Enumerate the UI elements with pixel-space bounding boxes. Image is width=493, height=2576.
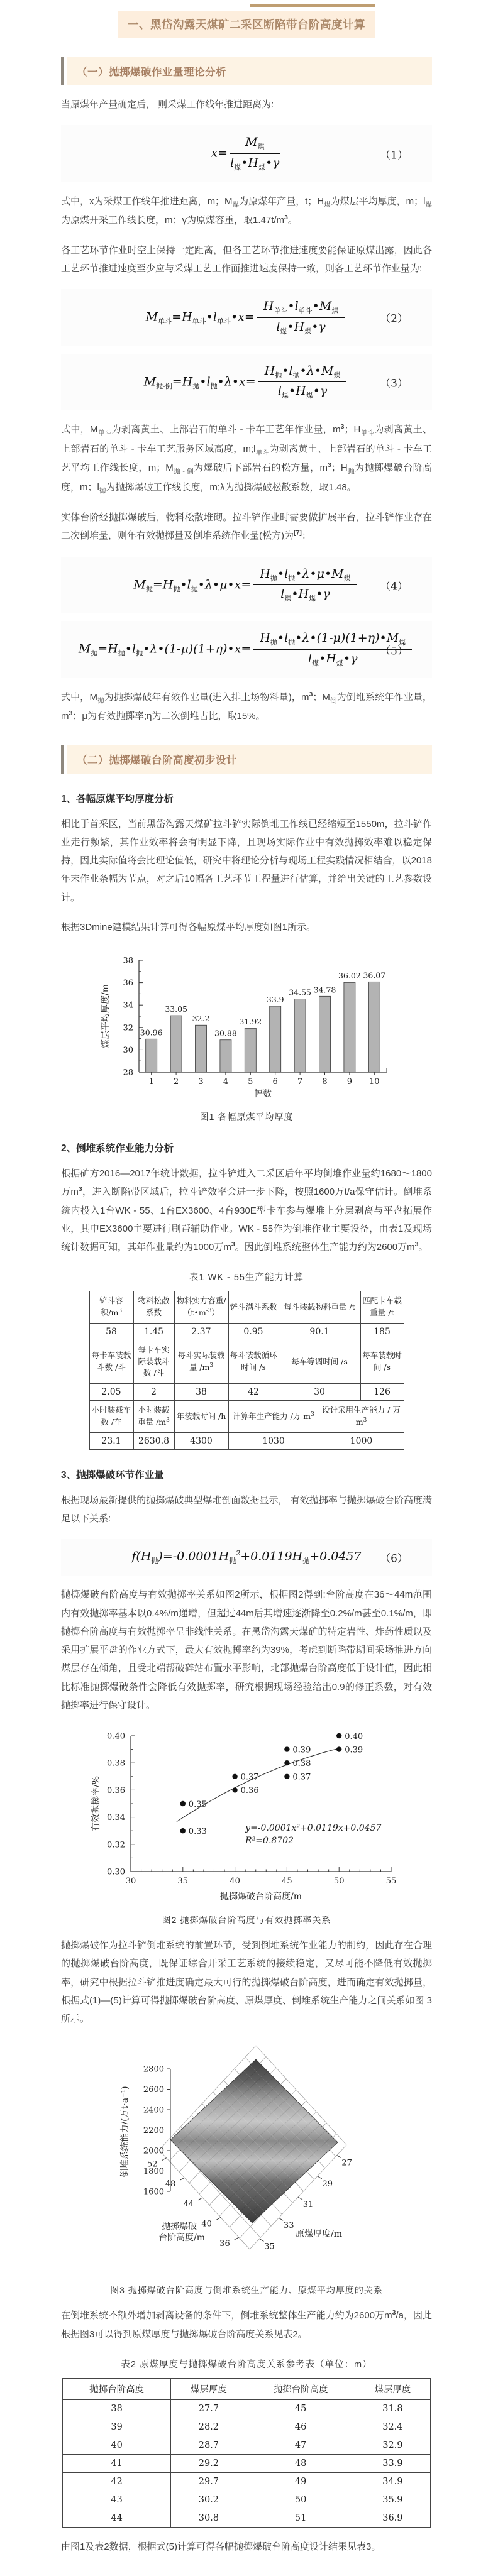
bar — [344, 982, 355, 1072]
svg-text:0.40: 0.40 — [345, 1732, 363, 1742]
table-cell: 47 — [246, 2436, 355, 2454]
svg-text:2600: 2600 — [143, 2085, 164, 2095]
table-row — [63, 2509, 431, 2527]
surface-chart-capacity — [111, 2041, 382, 2274]
paragraph: 在倒堆系统不额外增加剥离设备的条件下，倒堆系统整体生产能力约为2600万$m^3/a$，因此根据图3可以得到原煤厚度与抛掷爆破台阶高度关系见表2。 — [61, 2309, 432, 2340]
table-cell: 30.2 — [171, 2491, 246, 2509]
table-header-row — [63, 2378, 431, 2399]
svg-text:5: 5 — [248, 1077, 253, 1087]
paragraph: 当原煤年产量确定后， 则采煤工作线年推进距离为: — [61, 99, 274, 110]
svg-text:28: 28 — [123, 1068, 133, 1078]
svg-text:55: 55 — [385, 1877, 397, 1887]
table-header-cell: 小时装载重量 $/m^3$ — [133, 1401, 174, 1433]
bar — [294, 999, 306, 1072]
svg-text:36.02: 36.02 — [338, 971, 361, 981]
section-heading-label: （一）抛掷爆破作业量理论分析 — [67, 57, 432, 85]
bar-chart-coal-thickness — [99, 949, 394, 1101]
svg-text:38: 38 — [123, 956, 133, 966]
bar — [368, 982, 380, 1072]
table-cell: 44 — [63, 2509, 171, 2527]
svg-text:0.40: 0.40 — [107, 1731, 125, 1741]
svg-text:36: 36 — [219, 2239, 230, 2249]
section-heading-bar — [61, 745, 64, 774]
table-header-cell: 抛掷台阶高度 — [63, 2378, 171, 2399]
table-cell: 2630.8 — [133, 1432, 174, 1449]
table-row — [89, 1291, 404, 1324]
equation-1 — [61, 125, 432, 182]
svg-text:1800: 1800 — [143, 2167, 164, 2177]
data-point — [232, 1774, 237, 1779]
table-row — [63, 2436, 431, 2454]
table-cell: 28.7 — [171, 2436, 246, 2454]
svg-text:0.33: 0.33 — [188, 1827, 207, 1837]
svg-text:33.9: 33.9 — [266, 995, 284, 1005]
svg-text:R²=0.8702: R²=0.8702 — [245, 1836, 294, 1846]
equation-5 — [61, 621, 432, 678]
table-header-cell: 每车等调时间 /s — [279, 1340, 360, 1383]
subsection-heading-2: 2、倒堆系统作业能力分析 — [61, 1143, 174, 1154]
figure-3-caption: 图3 抛掷爆破台阶高度与倒堆系统生产能力、原煤平均厚度的关系 — [110, 2285, 383, 2296]
bar — [319, 996, 331, 1072]
table-header-cell: 每斗实际装载量 $/m^3$ — [174, 1340, 228, 1383]
data-point — [336, 1733, 341, 1738]
svg-text:30.88: 30.88 — [214, 1028, 237, 1038]
paragraph: 抛掷爆破作为拉斗铲倒堆系统的前置环节，受到倒堆系统作业能力的制约，因此存在合理的抛掷爆破台阶高度，既保证综合开采工艺系统的接续稳定，又尽可能不降低有效抛掷率，研究中根据拉斗铲推进度确定最大可行的抛掷爆破台阶高度，进而确定有效抛掷量，根据式(1)—(5)计算可得抛掷爆破台阶高度、原煤厚度、倒堆系统生产能力之间关系如图 3 所示。 — [61, 1940, 432, 2025]
equation-3 — [61, 354, 432, 411]
table-cell: 2 — [133, 1384, 174, 1401]
table-header-cell: 每卡车实际装载斗数 /斗 — [133, 1340, 174, 1383]
table-cell: 38 — [174, 1384, 228, 1401]
table-header-cell: 物料松散系数 — [133, 1291, 174, 1324]
data-point — [180, 1801, 186, 1806]
data-point — [284, 1774, 289, 1779]
bar — [196, 1025, 207, 1072]
table-cell: 42 — [228, 1384, 279, 1401]
svg-text:煤层平均厚度/m: 煤层平均厚度/m — [101, 984, 111, 1049]
table-cell: 28.2 — [171, 2418, 246, 2436]
section-heading-bar — [61, 57, 64, 85]
table-header-cell: 物料实方容重$/(t•m^{-3})$ — [174, 1291, 228, 1324]
equation-6 — [61, 1539, 432, 1576]
page-title: 一、黑岱沟露天煤矿二采区断陷带台阶高度计算 — [118, 11, 375, 38]
table-cell: 2.05 — [89, 1384, 133, 1401]
table-cell: 2.37 — [174, 1323, 228, 1340]
bar — [245, 1028, 256, 1072]
table-row — [89, 1323, 404, 1340]
table-cell: 30 — [279, 1384, 360, 1401]
table-row — [89, 1340, 404, 1383]
svg-text:33.05: 33.05 — [165, 1004, 187, 1014]
table-cell: 48 — [246, 2454, 355, 2472]
table-cell: 1.45 — [133, 1323, 174, 1340]
svg-text:3: 3 — [198, 1077, 204, 1087]
formula-expression: $f(H_抛)=-0.0001H_抛^2+0.0119H_抛+0.0457$ — [131, 1549, 362, 1565]
table-wk55-capacity — [89, 1291, 404, 1450]
svg-text:0.32: 0.32 — [107, 1840, 125, 1850]
svg-text:35: 35 — [177, 1877, 189, 1887]
table-cell: 90.1 — [279, 1323, 360, 1340]
surface-plot — [119, 2046, 352, 2251]
table-header-cell: 铲斗容积$/m^3$ — [89, 1291, 133, 1324]
paragraph: 抛掷爆破台阶高度与有效抛掷率关系如图2所示，根据图2得到:台阶高度在36～44m范围内有效抛掷率基本以0.4%/m递增，但超过44m后其增速逐渐降至0.2%/m甚至0.1%/m，即抛掷台阶高度与有效抛掷率呈非线性关系。在黑岱沟露天煤矿的特定岩性、炸药性质以及采用扩展平盘的作业方式下，最大有效抛掷率约为39%，考虑到断陷带期间采场推进方向煤层存在倾角，且受北端帮破碎站布置水平影响，北部抛爆台阶高度低于设计值，因此相比标准抛掷爆破条件会降低有效抛掷率，研究根据现场经验给出0.9的修正系数，对有效抛掷率进行保守设计。 — [61, 1589, 432, 1711]
table-header-cell: 铲斗满斗系数 — [228, 1291, 279, 1324]
formula-number: （1） — [380, 149, 408, 162]
data-point — [336, 1747, 341, 1752]
svg-text:0.38: 0.38 — [292, 1759, 311, 1769]
svg-text:2: 2 — [173, 1077, 179, 1087]
figure-2-caption: 图2 抛掷爆破台阶高度与有效抛掷率关系 — [162, 1915, 331, 1926]
svg-text:0.37: 0.37 — [240, 1772, 259, 1782]
equation-4 — [61, 557, 432, 614]
table-cell: 58 — [89, 1323, 133, 1340]
svg-text:48: 48 — [165, 2179, 176, 2190]
table-header-cell: 匹配卡车载重量 /t — [360, 1291, 404, 1324]
svg-text:倒堆系统能力/(万t·a⁻¹): 倒堆系统能力/(万t·a⁻¹) — [120, 2086, 130, 2178]
svg-text:34.78: 34.78 — [313, 985, 336, 995]
paragraph: 式中，$M_抛$为抛掷爆破年有效作业量(进入排土场物料量)，$m^3$；$M_倒$为倒堆系统年作业量，$m^3$；μ为有效抛掷率;η为二次倒堆占比，取15%。 — [61, 690, 432, 722]
table-cell: 1000 — [319, 1432, 404, 1449]
svg-text:抛掷爆破: 抛掷爆破 — [162, 2222, 197, 2232]
svg-text:0.37: 0.37 — [292, 1772, 311, 1782]
svg-text:9: 9 — [346, 1077, 353, 1087]
svg-text:32.2: 32.2 — [192, 1014, 210, 1024]
svg-text:30.96: 30.96 — [140, 1028, 163, 1038]
table-cell: 43 — [63, 2491, 171, 2509]
table-cell: 31.8 — [355, 2399, 430, 2418]
table-cell: 50 — [246, 2491, 355, 2509]
scatter-chart-throw-rate — [89, 1727, 404, 1904]
table-header-cell: 每车装载时间 /s — [360, 1340, 404, 1383]
table-cell: 0.95 — [228, 1323, 279, 1340]
table-header-cell: 计算年生产能力 /万 $m^3$ — [228, 1401, 319, 1433]
formula-expression: $M_{单斗}=H_{单斗}•l_{单斗}•x=$ $\frac{H_{单斗}•l_{单斗}•M_煤}{l_煤•H_煤•\gamma}$ — [146, 299, 348, 336]
table-header-cell: 煤层厚度 — [355, 2378, 430, 2399]
subsection-heading-1: 1、各幅原煤平均厚度分析 — [61, 793, 174, 804]
table-cell: 126 — [360, 1384, 404, 1401]
bar — [170, 1016, 182, 1072]
svg-text:0.35: 0.35 — [188, 1800, 207, 1810]
svg-text:29: 29 — [322, 2179, 333, 2190]
table-header-cell: 年装载时间 /h — [174, 1401, 228, 1433]
formula-expression: $M_{抛-倒}=H_抛•l_抛•\lambda•x=$ $\frac{H_抛•l_抛•\lambda•M_煤}{l_煤•H_煤•\gamma}$ — [144, 364, 350, 401]
formula-expression: $M_抛=H_抛•l_抛•\lambda•(1-\mu)(1+\eta)•x=$ $\frac{H_抛•l_抛•\lambda•(1-\mu)(1+\eta)•M_煤}{l_煤•H_煤•\gamma}$ — [79, 631, 414, 668]
table-cell: 46 — [246, 2418, 355, 2436]
table-cell: 41 — [63, 2454, 171, 2472]
formula-number: （2） — [380, 312, 408, 326]
formula-number: （5） — [380, 645, 408, 658]
table-cell: 29.2 — [171, 2454, 246, 2472]
data-point — [232, 1787, 237, 1792]
formula-expression: x= $\frac{M_煤}{l_煤•H_煤•\gamma}$ — [211, 135, 280, 172]
svg-text:36.07: 36.07 — [363, 970, 386, 980]
formula-number: （4） — [380, 580, 408, 593]
table-cell: 35.9 — [355, 2491, 430, 2509]
table-cell: 45 — [246, 2399, 355, 2418]
section-heading-1 — [61, 57, 432, 85]
svg-text:2800: 2800 — [143, 2064, 164, 2075]
paragraph: 各工艺环节作业时空上保持一定距离，但各工艺环节推进速度要能保证原煤出露，因此各工艺环节推进速度至少应与采煤工艺工作面推进速度保持一致，则各工艺环节作业量为: — [61, 244, 432, 274]
table-cell: 27.7 — [171, 2399, 246, 2418]
data-point — [284, 1760, 289, 1765]
paragraph: 实体台阶经抛掷爆破后，物料松散堆砌。拉斗铲作业时需要做扩展平台，拉斗铲作业存在二次倒堆量，则年有效抛掷量及倒堆系统作业量(松方)为[7]： — [61, 512, 432, 542]
table-cell: 185 — [360, 1323, 404, 1340]
table-row — [63, 2418, 431, 2436]
table-row — [63, 2472, 431, 2491]
svg-text:44: 44 — [183, 2200, 194, 2210]
svg-text:y=-0.0001x²+0.0119x+0.0457: y=-0.0001x²+0.0119x+0.0457 — [245, 1823, 382, 1834]
table-cell: 29.7 — [171, 2472, 246, 2491]
svg-text:抛掷爆破台阶高度/m: 抛掷爆破台阶高度/m — [220, 1892, 302, 1902]
svg-text:0.39: 0.39 — [345, 1745, 363, 1755]
table-header-cell: 煤层厚度 — [171, 2378, 246, 2399]
svg-text:2000: 2000 — [143, 2146, 164, 2156]
table-row — [89, 1401, 404, 1433]
svg-text:0.30: 0.30 — [107, 1867, 125, 1877]
table-row — [63, 2491, 431, 2509]
svg-text:4: 4 — [223, 1077, 229, 1087]
table-cell: 34.9 — [355, 2472, 430, 2491]
table-header-cell: 每斗装载循环时间 /s — [228, 1340, 279, 1383]
svg-text:0.36: 0.36 — [107, 1786, 125, 1796]
svg-text:1: 1 — [148, 1077, 154, 1087]
table-cell: 36.9 — [355, 2509, 430, 2527]
svg-text:30: 30 — [123, 1045, 133, 1055]
data-point — [284, 1747, 289, 1752]
table-row — [89, 1432, 404, 1449]
svg-text:30: 30 — [125, 1877, 136, 1887]
paragraph: 式中，x为采煤工作线年推进距离，m；$M_煤$为原煤年产量，t；$H_煤$为煤层平均厚度，m；$l_煤$为原煤开采工作线长度，m；γ为原煤容重，取$1.47t/m^3$。 — [61, 195, 433, 226]
title-decoration-line — [250, 4, 375, 7]
figure-3-surface-chart — [61, 2041, 432, 2296]
paragraph: 根据矿方2016—2017年统计数据，拉斗铲进入二采区后年平均倒堆作业量约1680～1800万$m^3$，进入断陷带区域后，拉斗铲效率会进一步下降，按照1600万t/a保守估计。倒堆系统内投入1台WK - 55、1台EX3600、4台930E型卡车参与爆堆上分层剥离与平盘拓展作业，其中EX3600主要进行刷帮辅助作业。WK - 55作为倒堆作业主要设备，由表1及现场统计数据可知，其年作业量约为1000万$m^3$。因此倒堆系统整体生产能力约为2600万$m^3$。 — [61, 1168, 432, 1253]
table-cell: 23.1 — [89, 1432, 133, 1449]
svg-text:幅数: 幅数 — [254, 1089, 272, 1100]
svg-text:40: 40 — [230, 1877, 240, 1887]
scatter-plot — [91, 1732, 396, 1902]
subsection-heading-3: 3、抛掷爆破环节作业量 — [61, 1469, 164, 1481]
equation-2 — [61, 289, 432, 346]
svg-text:6: 6 — [272, 1077, 278, 1087]
table-cell: 42 — [63, 2472, 171, 2491]
figure-1-caption: 图1 各幅原煤平均厚度 — [199, 1112, 294, 1122]
bar — [146, 1039, 157, 1072]
svg-text:原煤厚度/m: 原煤厚度/m — [296, 2229, 342, 2240]
table-header-cell: 每卡车装载斗数 /斗 — [89, 1340, 133, 1383]
title-banner-area — [0, 0, 493, 38]
table-cell: 40 — [63, 2436, 171, 2454]
table-row — [63, 2454, 431, 2472]
section-heading-2 — [61, 745, 432, 774]
table-header-cell: 每斗装载物料重量 /t — [279, 1291, 360, 1324]
table-cell: 49 — [246, 2472, 355, 2491]
bar-chart-plot — [100, 956, 387, 1100]
svg-text:10: 10 — [369, 1077, 380, 1087]
table-cell: 33.9 — [355, 2454, 430, 2472]
figure-1-bar-chart — [61, 949, 432, 1123]
bar — [270, 1006, 281, 1072]
svg-text:7: 7 — [297, 1077, 303, 1087]
svg-text:45: 45 — [282, 1877, 292, 1887]
paragraph: 根据现场最新提供的抛掷爆破典型爆堆剖面数据显示， 有效抛掷率与抛掷爆破台阶高度满足以下关系: — [61, 1494, 432, 1525]
table-cell: 38 — [63, 2399, 171, 2418]
paragraph: 根据3Dmine建模结果计算可得各幅原煤平均厚度如图1所示。 — [61, 921, 316, 933]
paragraph: 式中，$M_{单斗}$为剥离黄土、上部岩石的单斗 - 卡车工艺年作业量，$m^3$；$H_{单斗}$为剥离黄土、上部岩石的单斗 - 卡车工艺服务区域高度，$m;l_{单斗}$为剥离黄土、上部岩石的单斗 - 卡车工艺平均工作线长度，m；$M_{抛 - 倒}$为爆破后下部岩石的松方量，$m^3$；$H_抛$为抛掷爆破台阶高度，m；$l_抛$为抛掷爆破工作线长度，m;λ为抛掷爆破松散系数，取1.48。 — [61, 423, 433, 495]
table-cell: 4300 — [174, 1432, 228, 1449]
table-row — [89, 1384, 404, 1401]
svg-text:2400: 2400 — [143, 2105, 164, 2115]
svg-text:34: 34 — [123, 1000, 133, 1011]
svg-text:50: 50 — [333, 1877, 345, 1887]
formula-number: （3） — [380, 377, 408, 390]
svg-text:35: 35 — [264, 2242, 275, 2252]
svg-text:36: 36 — [123, 978, 133, 989]
svg-text:33: 33 — [283, 2221, 294, 2231]
table-cell: 1030 — [228, 1432, 319, 1449]
svg-text:台阶高度/m: 台阶高度/m — [158, 2233, 205, 2244]
table-header-cell: 抛掷台阶高度 — [246, 2378, 355, 2399]
article-content — [61, 57, 432, 2556]
svg-text:27: 27 — [341, 2159, 352, 2169]
table-cell: 30.8 — [171, 2509, 246, 2527]
svg-text:52: 52 — [147, 2160, 158, 2170]
table-row — [63, 2399, 431, 2418]
formula-expression: $M_抛=H_抛•l_抛•\lambda•\mu•x=$ $\frac{H_抛•l_抛•\lambda•\mu•M_煤}{l_煤•H_煤•\gamma}$ — [133, 567, 359, 604]
svg-text:1600: 1600 — [143, 2187, 164, 2197]
data-point — [180, 1828, 186, 1833]
table-2-caption: 表2 原煤厚度与抛掷爆破台阶高度关系参考表（单位：m） — [121, 2359, 372, 2370]
svg-text:34.55: 34.55 — [289, 987, 311, 997]
svg-text:31: 31 — [302, 2200, 314, 2210]
svg-text:2200: 2200 — [143, 2126, 164, 2136]
table-cell: 32.4 — [355, 2418, 430, 2436]
table-1-caption: 表1 WK - 55生产能力计算 — [189, 1273, 304, 1283]
bar — [220, 1040, 231, 1072]
paragraph: 相比于首采区，当前黑岱沟露天煤矿拉斗铲实际倒堆工作线已经缩短至1550m，拉斗铲作业走行频繁，其作业效率将会有明显下降，且现场实际作业中有效抛掷效率难以稳定保持，因此实际值将会比理论值低，研究中将理论分析与现场工程实践情况相结合，以2018年末作业条幅为节点，对之后10幅各工艺环节工程量进行估算，并给出关键的工艺参数设计。 — [61, 818, 432, 903]
paragraph: 由图1及表2数据，根据式(5)计算可得各幅抛掷爆破台阶高度设计结果见表3。 — [61, 2541, 381, 2552]
svg-text:0.39: 0.39 — [292, 1745, 311, 1755]
figure-2-scatter-chart — [61, 1727, 432, 1926]
fit-curve — [177, 1745, 339, 1822]
svg-text:31.92: 31.92 — [239, 1017, 262, 1027]
table-thickness-bench-height — [62, 2378, 431, 2528]
table-header-cell: 小时装载车数 /车 — [89, 1401, 133, 1433]
table-cell: 32.9 — [355, 2436, 430, 2454]
svg-text:32: 32 — [123, 1023, 133, 1033]
table-cell: 51 — [246, 2509, 355, 2527]
section-heading-label: （二）抛掷爆破台阶高度初步设计 — [67, 745, 432, 774]
svg-text:40: 40 — [201, 2219, 212, 2229]
table-cell: 39 — [63, 2418, 171, 2436]
svg-text:有效抛掷率/%: 有效抛掷率/% — [91, 1776, 101, 1832]
svg-text:0.36: 0.36 — [240, 1786, 259, 1796]
formula-number: （6） — [380, 1552, 408, 1565]
svg-text:8: 8 — [322, 1077, 328, 1087]
svg-text:0.38: 0.38 — [107, 1758, 125, 1768]
table-header-cell: 设计采用生产能力 / 万 $m^3$ — [319, 1401, 404, 1433]
svg-text:0.34: 0.34 — [107, 1813, 125, 1823]
